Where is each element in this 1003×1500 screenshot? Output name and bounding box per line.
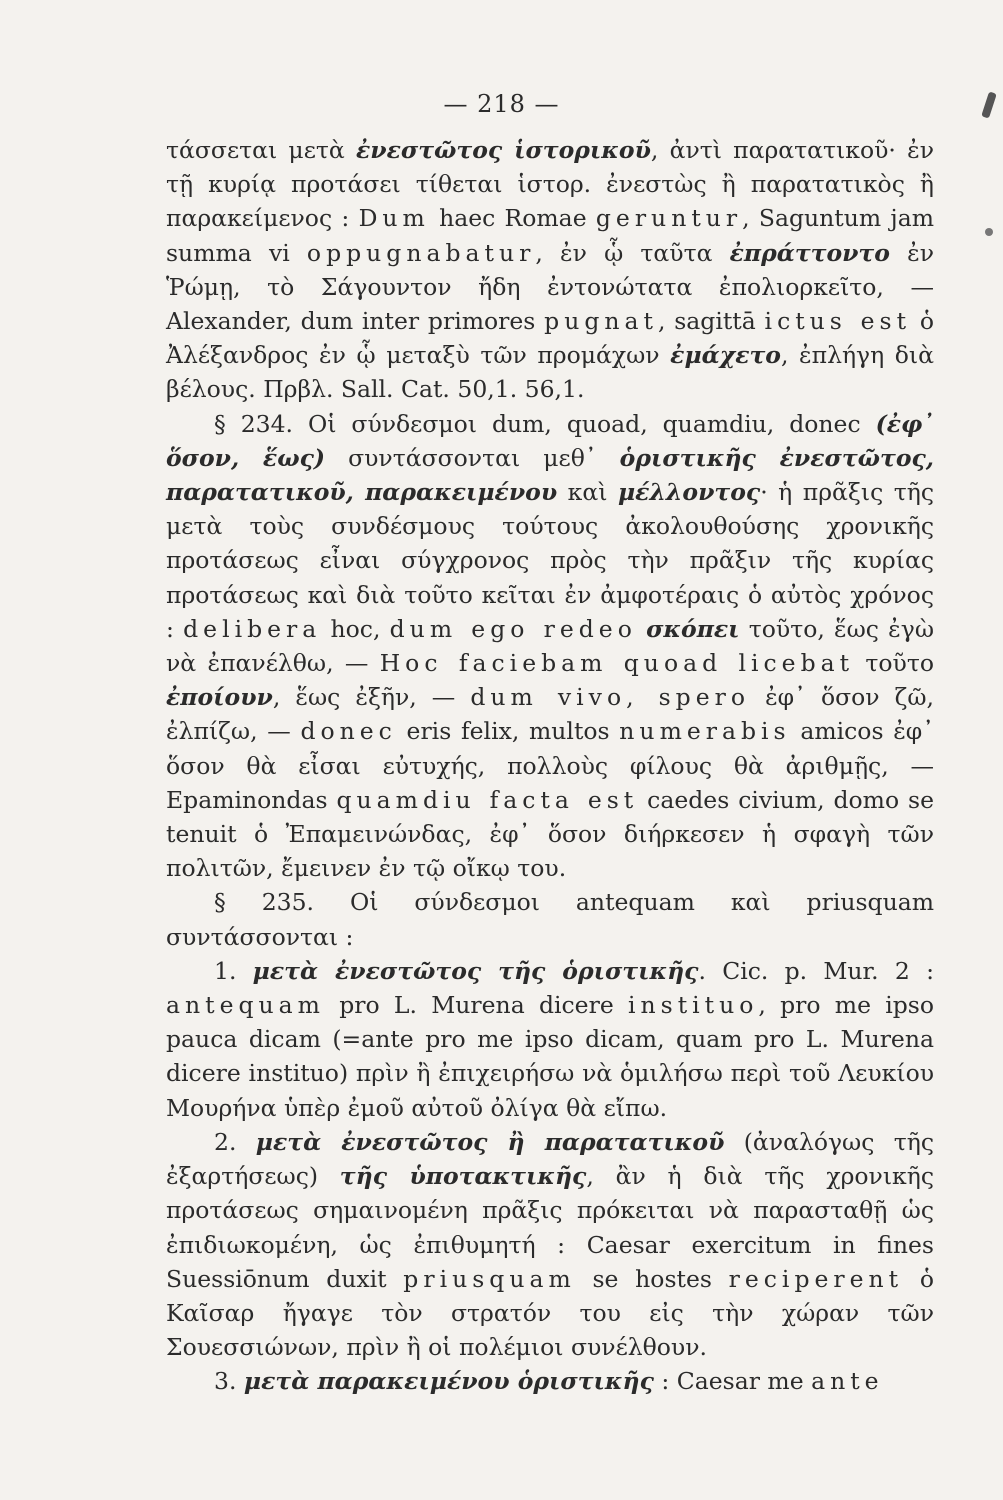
- text-run: caedes civium, domo se tenuit ὁ Ἐπαμεινώνδας, ἐφ᾽ ὅσον διήρκεσεν ἡ σφαγὴ τῶν πολιτῶν, ἔμεινεν ἐν τῷ οἴκῳ του.: [166, 785, 935, 883]
- text-run: § 234. Οἱ σύνδεσμοι dum, quoad, quamdiu, donec: [214, 409, 876, 438]
- text-run: se hostes: [575, 1264, 729, 1293]
- spaced-latin-text: donec: [300, 717, 397, 746]
- text-run: , ἕως ἐξῆν, —: [272, 683, 471, 712]
- spaced-latin-text: Hoc faciebam quoad licebat: [379, 649, 855, 678]
- emphasis-text: ἐποίουν: [166, 683, 273, 712]
- margin-ink-dot: [985, 228, 993, 236]
- spaced-latin-text: Dum: [358, 204, 430, 233]
- emphasis-text: ἐνεστῶτος ἱστορικοῦ: [355, 136, 651, 164]
- section-235-heading: [166, 885, 934, 953]
- text-run: , ἀντὶ παρατατικοῦ· ἐν τῇ κυρίᾳ προτάσει τίθεται ἱστορ. ἐνεστὼς ἢ παρατατικὸς ἢ παρακείμενος :: [166, 136, 934, 233]
- text-run: [637, 615, 646, 643]
- emphasis-text: ἐμάχετο: [670, 341, 781, 370]
- spaced-latin-text: quamdiu facta est: [336, 785, 639, 814]
- text-run: ὁ Καῖσαρ ἤγαγε τὸν στρατόν του εἰς τὴν χώραν τῶν Σουεσσιώνων, πρὶν ἢ οἱ πολέμιοι συνέλθουν.: [166, 1264, 934, 1362]
- emphasis-text: μέλλοντος: [617, 478, 761, 507]
- text-run: · ἡ πρᾶξις τῆς μετὰ τοὺς συνδέσμους τούτους ἀκολουθούσης χρονικῆς προτάσεως εἶναι σύγχρονος πρὸς τὴν πρᾶξιν τῆς κυρίας προτάσεως καὶ διὰ τοῦτο κεῖται ἐν ἀμφοτέραις ὁ αὐτὸς χρόνος :: [166, 478, 935, 643]
- emphasis-text: τῆς ὑποτακτικῆς: [339, 1162, 587, 1191]
- text-run: τοῦτο, ἕως ἐγὼ νὰ ἐπανέλθω, —: [166, 614, 934, 678]
- text-run: . Cic. p. Mur. 2 :: [698, 956, 934, 985]
- spaced-latin-text: oppugnabatur: [306, 238, 536, 267]
- text-run: , ἂν ἡ διὰ τῆς χρονικῆς προτάσεως σημαινομένη πρᾶξις πρόκειται νὰ παρασταθῇ ὡς ἐπιδιωκομένη, ὡς ἐπιθυμητή : Caesar exercitum in fines Suessiōnum duxit: [166, 1162, 934, 1293]
- text-run: (ἀναλόγως τῆς ἐξαρτήσεως): [166, 1127, 934, 1191]
- emphasis-text: (ἐφ᾽ ὅσον, ἕως): [166, 409, 934, 472]
- spaced-latin-text: dum vivo, spero: [470, 683, 751, 712]
- emphasis-text: σκόπει: [646, 614, 740, 643]
- spaced-latin-text: pugnat: [544, 307, 658, 336]
- section-235-item-2: [166, 1125, 934, 1364]
- spaced-latin-text: antequam: [166, 991, 325, 1020]
- spaced-latin-text: delibera: [183, 614, 322, 643]
- emphasis-text: μετὰ παρακειμένου ὁριστικῆς: [243, 1367, 654, 1396]
- text-run: τοῦτο: [854, 649, 934, 678]
- page-number: — 218 —: [443, 90, 560, 118]
- emphasis-text: μετὰ ἐνεστῶτος ἢ παρατατικοῦ: [255, 1127, 725, 1156]
- spaced-latin-text: geruntur: [595, 204, 743, 233]
- spaced-latin-text: numerabis: [619, 717, 791, 746]
- text-run: eris felix, multos: [396, 717, 620, 746]
- spaced-latin-text: reciperent: [728, 1264, 904, 1293]
- emphasis-text: ὁριστικῆς ἐνεστῶτος, παρατατικοῦ, παρακειμένου: [166, 443, 934, 507]
- text-run: συντάσσονται μεθ᾽: [325, 443, 620, 472]
- spaced-latin-text: instituo: [627, 991, 759, 1020]
- text-run: amicos ἐφ᾽ ὅσον θὰ εἶσαι εὐτυχής, πολλοὺς φίλους θὰ ἀριθμῇς, — Epaminondas: [166, 717, 935, 814]
- text-run: 2.: [214, 1127, 256, 1156]
- text-run: 1.: [214, 956, 253, 985]
- spaced-latin-text: ictus est: [764, 307, 912, 336]
- text-run: , ἐπλήγη διὰ βέλους. Πρβλ. Sall. Cat. 50,1. 56,1.: [166, 341, 934, 404]
- text-run: ὁ Ἀλέξανδρος ἐν ᾧ μεταξὺ τῶν προμάχων: [166, 307, 934, 370]
- text-run: pro L. Murena dicere: [324, 991, 628, 1020]
- section-234-paragraph: [166, 407, 934, 886]
- text-run: , ἐν ᾧ ταῦτα: [535, 238, 730, 267]
- spaced-latin-text: priusquam: [403, 1264, 576, 1293]
- emphasis-text: ἐπράττοντο: [729, 238, 890, 267]
- section-235-item-1: [166, 954, 934, 1125]
- text-run: καὶ: [557, 478, 618, 507]
- text-run: hoc,: [321, 614, 390, 643]
- text-run: ἐφ᾽ ὅσον ζῶ, ἐλπίζω, —: [166, 683, 934, 746]
- section-235-item-3: [166, 1364, 934, 1398]
- spaced-latin-text: ante: [811, 1367, 884, 1396]
- emphasis-text: μετὰ ἐνεστῶτος τῆς ὁριστικῆς: [252, 956, 699, 985]
- text-run: ἐν Ῥώμῃ, τὸ Σάγουντον ἤδη ἐντονώτατα ἐπολιορκεῖτο, — Alexander, dum inter primores: [166, 238, 934, 336]
- spaced-latin-text: dum ego redeo: [389, 614, 637, 643]
- text-run: , pro me ipso pauca dicam (=ante pro me ipso dicam, quam pro L. Murena dicere instituo) πρὶν ἢ ἐπιχειρήσω νὰ ὁμιλήσω περὶ τοῦ Λευκίου Μουρήνα ὑπὲρ ἐμοῦ αὐτοῦ ὀλίγα θὰ εἴπω.: [166, 991, 934, 1122]
- intro-paragraph: [166, 133, 934, 407]
- text-run: 3.: [214, 1367, 244, 1396]
- text-run: , Saguntum jam summa vi: [166, 204, 935, 267]
- text-run: , sagittā: [657, 307, 765, 336]
- page-body: [166, 133, 934, 1399]
- text-run: § 235. Οἱ σύνδεσμοι antequam καὶ priusquam συντάσσονται :: [166, 888, 934, 951]
- text-run: τάσσεται μετὰ: [166, 136, 356, 164]
- text-run: : Caesar me: [653, 1367, 812, 1396]
- text-run: haec Romae: [429, 204, 596, 233]
